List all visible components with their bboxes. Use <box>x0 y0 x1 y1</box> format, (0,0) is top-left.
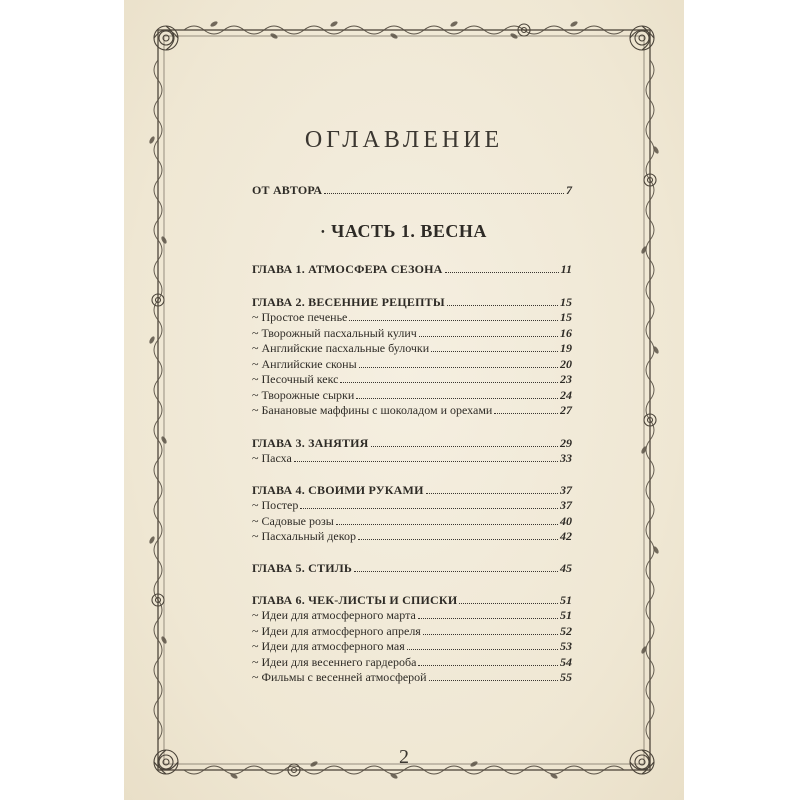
toc-entry[interactable] <box>252 624 572 638</box>
toc-entry[interactable] <box>252 357 572 371</box>
toc-entry-page: 37 <box>560 483 572 497</box>
dot-leader <box>407 648 558 650</box>
toc-entry-page: 24 <box>560 388 572 402</box>
dot-leader <box>494 412 558 414</box>
book-page <box>124 0 684 800</box>
dot-leader <box>431 350 558 352</box>
dot-leader <box>419 335 558 337</box>
toc-entry[interactable] <box>252 403 572 417</box>
toc-entry-page: 52 <box>560 624 572 638</box>
toc-entry-label: ~ Идеи для атмосферного марта <box>252 608 416 622</box>
toc-entry[interactable] <box>252 341 572 355</box>
toc-entry-label: ~ Постер <box>252 498 299 512</box>
toc-entry[interactable] <box>252 372 572 386</box>
toc-entry-page: 53 <box>560 639 572 653</box>
toc-entry-label: ~ Пасхальный декор <box>252 529 356 543</box>
toc-entry-label: ГЛАВА 1. АТМОСФЕРА СЕЗОНА <box>252 262 443 276</box>
toc-entry[interactable] <box>252 436 572 450</box>
dot-leader <box>445 271 559 273</box>
toc-entry-label: ГЛАВА 5. СТИЛЬ <box>252 561 353 575</box>
toc-entry[interactable] <box>252 262 572 276</box>
toc-entry-label: ~ Идеи для весеннего гардероба <box>252 655 417 669</box>
dot-leader <box>358 538 558 540</box>
toc-entry-label: ГЛАВА 2. ВЕСЕННИЕ РЕЦЕПТЫ <box>252 295 445 309</box>
toc-entry-label: ~ Простое печенье <box>252 310 348 324</box>
toc-entry-label: ~ Творожные сырки <box>252 388 355 402</box>
toc-entry-page: 37 <box>560 498 572 512</box>
toc-entry-page: 42 <box>560 529 572 543</box>
dot-leader <box>300 507 558 509</box>
dot-leader <box>349 319 558 321</box>
toc-entry-label: ГЛАВА 6. ЧЕК-ЛИСТЫ И СПИСКИ <box>252 593 458 607</box>
toc-entry-label: ~ Творожный пасхальный кулич <box>252 326 417 340</box>
toc-entry-page: 23 <box>560 372 572 386</box>
toc-entry-label: ~ Банановые маффины с шоколадом и орехами <box>252 403 493 417</box>
dot-leader <box>447 304 558 306</box>
dot-leader <box>426 492 558 494</box>
toc-entry[interactable] <box>252 529 572 543</box>
toc-entry-label: ~ Садовые розы <box>252 514 334 528</box>
toc-entry-label: ГЛАВА 4. СВОИМИ РУКАМИ <box>252 483 424 497</box>
toc-entry-label: ~ Английские пасхальные булочки <box>252 341 430 355</box>
toc-entry[interactable] <box>252 670 572 684</box>
toc-heading: ОГЛАВЛЕНИЕ <box>304 127 504 153</box>
toc-entry[interactable] <box>252 514 572 528</box>
toc-entry-label: ОТ АВТОРА <box>252 183 323 197</box>
part-heading <box>124 221 684 242</box>
toc-entry[interactable] <box>252 561 572 575</box>
toc-entry-page: 20 <box>560 357 572 371</box>
toc-entry-label: ~ Английские сконы <box>252 357 357 371</box>
toc-entry-page: 51 <box>560 593 572 607</box>
toc-entry[interactable] <box>252 388 572 402</box>
dot-leader <box>356 397 558 399</box>
dot-leader <box>418 664 558 666</box>
toc-entry-page: 29 <box>560 436 572 450</box>
toc-entry-label: ~ Идеи для атмосферного апреля <box>252 624 421 638</box>
dot-leader <box>459 602 558 604</box>
toc-entry-page: 45 <box>560 561 572 575</box>
dot-leader <box>324 192 564 194</box>
toc-entry[interactable] <box>252 310 572 324</box>
toc-entry-page: 27 <box>560 403 572 417</box>
toc-entry-page: 15 <box>560 295 572 309</box>
toc-entry-page: 51 <box>560 608 572 622</box>
toc-entry-page: 19 <box>560 341 572 355</box>
part-bullet: • <box>321 227 326 239</box>
dot-leader <box>359 366 558 368</box>
toc-entry-page: 7 <box>566 183 572 197</box>
toc-entry-label: ~ Пасха <box>252 451 292 465</box>
dot-leader <box>354 570 558 572</box>
dot-leader <box>429 679 558 681</box>
toc-entry[interactable] <box>252 483 572 497</box>
dot-leader <box>294 460 558 462</box>
dot-leader <box>340 381 558 383</box>
toc-entry-label: ~ Песочный кекс <box>252 372 339 386</box>
toc-entry-label: ГЛАВА 3. ЗАНЯТИЯ <box>252 436 369 450</box>
toc-entry-page: 55 <box>560 670 572 684</box>
toc-entry[interactable] <box>252 451 572 465</box>
toc-entry-page: 40 <box>560 514 572 528</box>
part-title: ЧАСТЬ 1. ВЕСНА <box>331 221 487 241</box>
dot-leader <box>418 617 558 619</box>
toc-entry[interactable] <box>252 498 572 512</box>
toc-entry[interactable] <box>252 593 572 607</box>
toc-entry-page: 16 <box>560 326 572 340</box>
toc-entry-from-author[interactable] <box>252 183 572 197</box>
dot-leader <box>371 445 558 447</box>
toc-entry-label: ~ Идеи для атмосферного мая <box>252 639 405 653</box>
toc-entry-label: ~ Фильмы с весенней атмосферой <box>252 670 427 684</box>
toc-entry-page: 11 <box>560 262 572 276</box>
dot-leader <box>423 633 558 635</box>
toc-entry[interactable] <box>252 655 572 669</box>
toc-entry[interactable] <box>252 295 572 309</box>
toc-entry-page: 54 <box>560 655 572 669</box>
toc-entry[interactable] <box>252 608 572 622</box>
page-number: 2 <box>399 746 409 768</box>
dot-leader <box>336 523 558 525</box>
toc-entry[interactable] <box>252 639 572 653</box>
toc-entry-page: 33 <box>560 451 572 465</box>
toc-entry[interactable] <box>252 326 572 340</box>
toc-entry-page: 15 <box>560 310 572 324</box>
